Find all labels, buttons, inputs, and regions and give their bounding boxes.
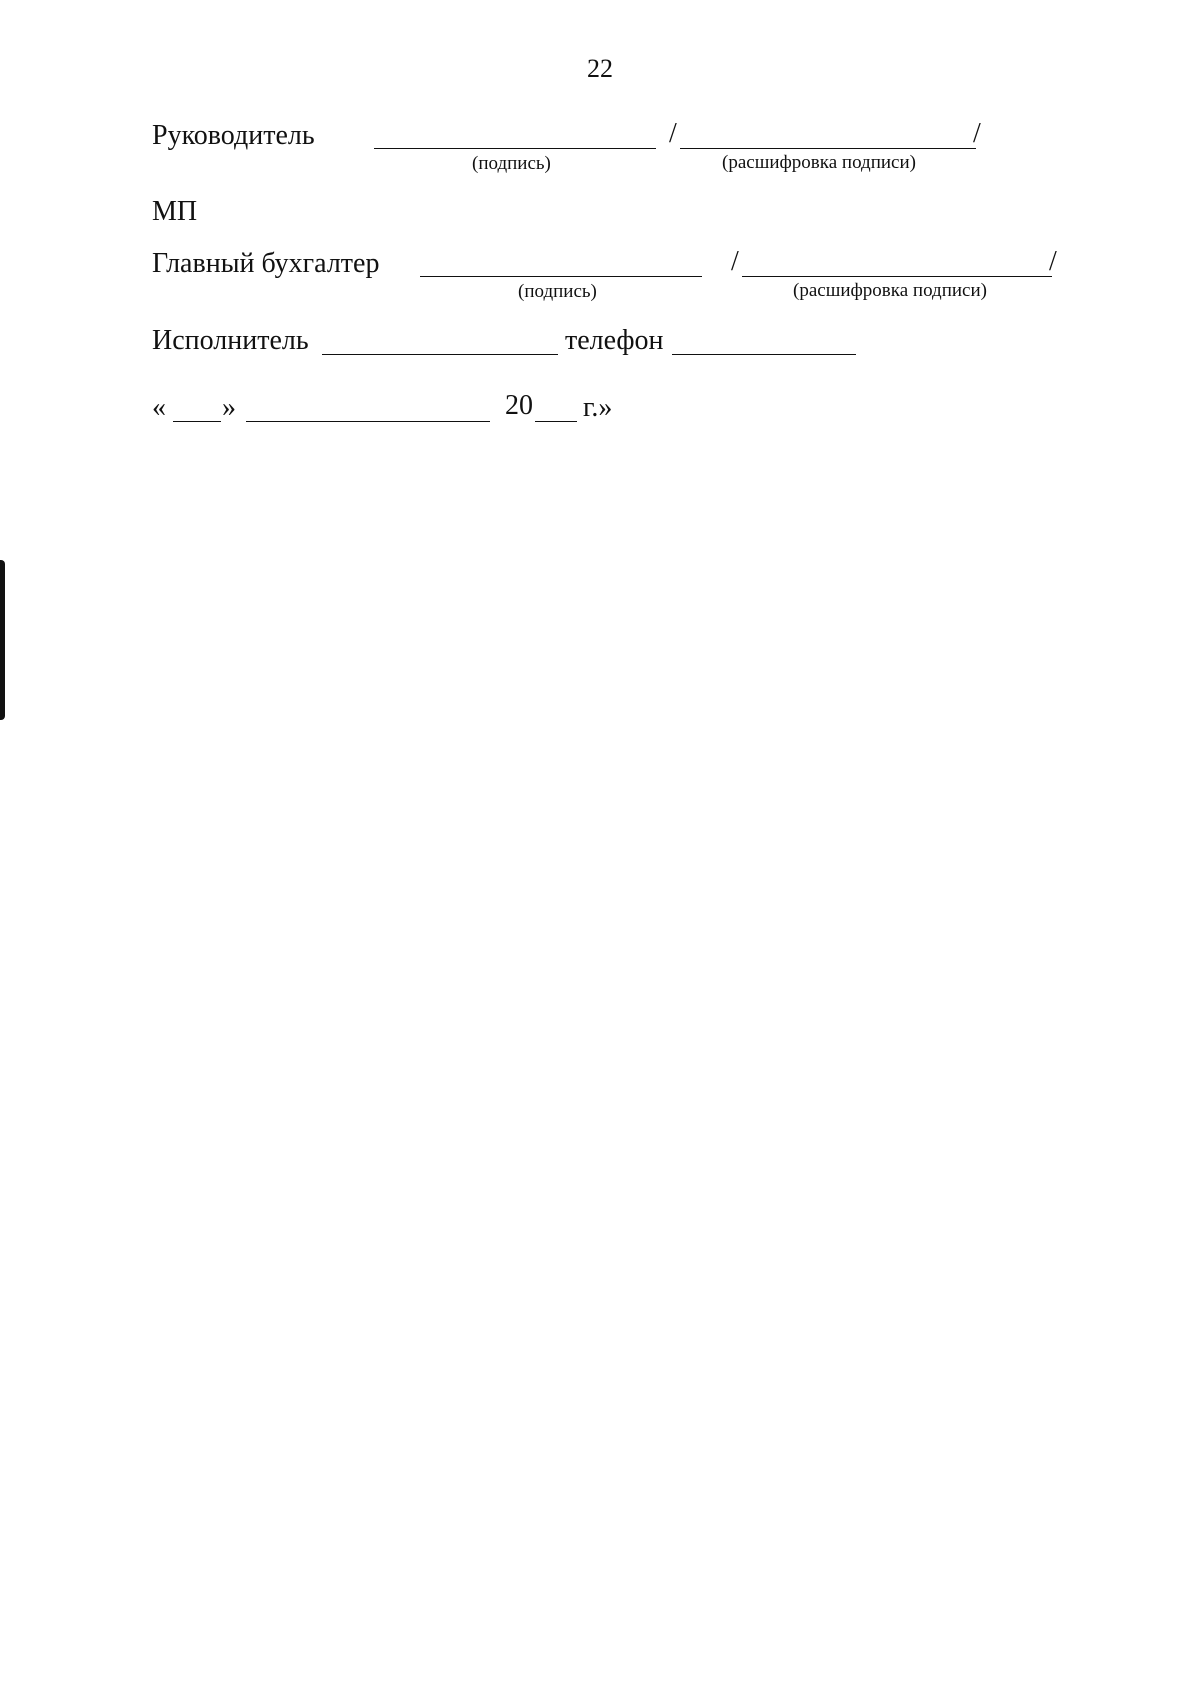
director-label: Руководитель	[152, 120, 315, 151]
page-number: 22	[587, 54, 613, 83]
phone-label: телефон	[565, 325, 664, 356]
chief-accountant-slash-right: /	[1049, 246, 1057, 277]
seal-label: МП	[152, 196, 198, 227]
chief-accountant-slash-left: /	[731, 246, 739, 277]
date-year-prefix: 20	[505, 390, 533, 421]
chief-accountant-transcript-line[interactable]	[742, 276, 1052, 277]
chief-accountant-signature-line[interactable]	[420, 276, 702, 277]
director-slash-left: /	[669, 118, 677, 149]
date-day-line[interactable]	[173, 421, 221, 422]
phone-line[interactable]	[672, 354, 856, 355]
director-signature-caption: (подпись)	[472, 153, 551, 174]
chief-accountant-signature-caption: (подпись)	[518, 281, 597, 302]
director-slash-right: /	[973, 118, 981, 149]
date-month-line[interactable]	[246, 421, 490, 422]
date-year-suffix: г.»	[583, 392, 613, 423]
date-close-quote: »	[222, 392, 236, 423]
director-transcript-line[interactable]	[680, 148, 976, 149]
chief-accountant-label: Главный бухгалтер	[152, 248, 380, 279]
chief-accountant-transcript-caption: (расшифровка подписи)	[793, 280, 987, 301]
director-signature-line[interactable]	[374, 148, 656, 149]
executor-name-line[interactable]	[322, 354, 558, 355]
executor-label: Исполнитель	[152, 325, 309, 356]
scan-edge-mark	[0, 560, 5, 720]
date-open-quote: «	[152, 392, 166, 423]
date-year-line[interactable]	[535, 421, 577, 422]
director-transcript-caption: (расшифровка подписи)	[722, 152, 916, 173]
